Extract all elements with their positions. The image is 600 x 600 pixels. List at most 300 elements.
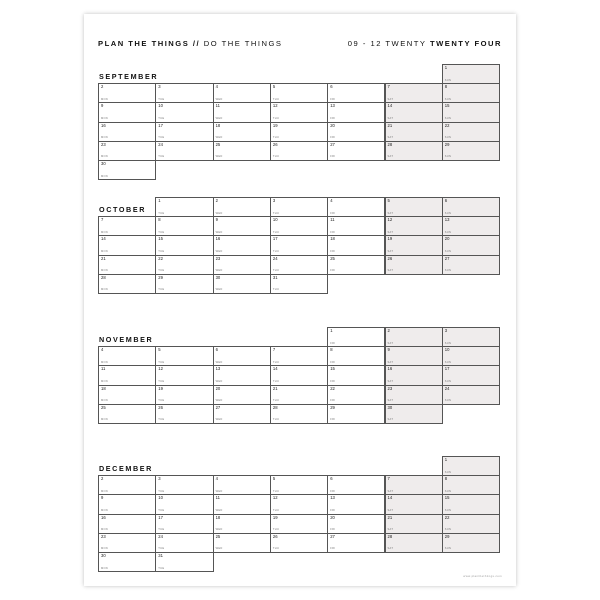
weekday-label: SAT — [387, 399, 394, 403]
weekday-label: SAT — [387, 489, 394, 493]
weekday-label: TUE — [158, 528, 165, 532]
day-number: 18 — [215, 122, 221, 128]
weekday-label: WED — [215, 547, 223, 551]
day-number: 5 — [387, 198, 390, 203]
weekday-label: SAT — [387, 249, 394, 253]
day-number: 17 — [158, 122, 163, 128]
day-number: 4 — [215, 476, 218, 482]
title-light: DO THE THINGS — [203, 39, 283, 48]
weekday-label: THU — [272, 249, 280, 253]
day-cell[interactable] — [270, 216, 328, 236]
day-cell[interactable] — [270, 197, 328, 217]
day-number: 25 — [101, 404, 106, 410]
day-cell[interactable] — [270, 102, 328, 122]
day-cell[interactable] — [98, 533, 156, 553]
day-number: 28 — [101, 274, 106, 280]
day-number: 16 — [215, 236, 221, 242]
day-number: 13 — [330, 495, 335, 501]
day-number: 13 — [330, 103, 335, 109]
day-number: 10 — [158, 495, 163, 501]
weekday-label: FRI — [330, 508, 336, 512]
day-cell[interactable] — [442, 514, 500, 534]
day-cell[interactable] — [442, 456, 500, 476]
day-number: 30 — [387, 404, 393, 410]
day-cell[interactable] — [270, 83, 328, 103]
day-cell[interactable] — [98, 83, 156, 103]
day-cell[interactable] — [213, 404, 271, 424]
day-number: 17 — [444, 366, 450, 372]
day-cell[interactable] — [213, 274, 271, 294]
day-number: 19 — [387, 236, 393, 242]
day-cell[interactable] — [442, 533, 500, 553]
weekday-label: FRI — [330, 379, 336, 383]
day-number: 30 — [101, 553, 106, 558]
day-cell[interactable] — [213, 514, 271, 534]
day-number: 11 — [215, 495, 220, 501]
day-number: 29 — [444, 141, 450, 147]
day-number: 26 — [387, 255, 393, 261]
day-cell[interactable] — [98, 346, 156, 366]
weekday-label: FRI — [330, 399, 336, 403]
day-number: 3 — [158, 84, 161, 90]
weekday-label: FRI — [330, 360, 336, 364]
planner-sheet — [84, 14, 516, 586]
weekday-label: MON — [101, 269, 108, 273]
weekday-label: TUE — [158, 508, 165, 512]
weekday-label: SUN — [444, 269, 452, 273]
weekday-label: MON — [101, 360, 108, 364]
day-cell[interactable] — [385, 216, 443, 236]
weekday-label: SUN — [444, 547, 452, 551]
day-cell[interactable] — [155, 494, 213, 514]
day-cell[interactable] — [327, 122, 385, 142]
day-number: 22 — [444, 514, 450, 520]
weekday-label: MON — [101, 230, 108, 234]
planner-date-range — [348, 39, 502, 48]
day-number: 8 — [444, 84, 448, 90]
day-cell[interactable] — [213, 141, 271, 161]
day-number: 20 — [330, 122, 335, 128]
weekday-label: MON — [101, 97, 108, 101]
day-cell[interactable] — [385, 385, 443, 405]
day-cell[interactable] — [327, 255, 385, 275]
weekday-label: SUN — [444, 249, 452, 253]
day-number: 24 — [272, 255, 278, 261]
day-number: 24 — [444, 385, 450, 391]
day-cell[interactable] — [98, 235, 156, 255]
day-cell[interactable] — [327, 365, 385, 385]
day-cell[interactable] — [155, 514, 213, 534]
day-cell[interactable] — [385, 102, 443, 122]
weekday-label: FRI — [330, 155, 336, 159]
day-cell[interactable] — [155, 141, 213, 161]
day-cell[interactable] — [98, 141, 156, 161]
weekday-label: FRI — [330, 211, 336, 215]
weekday-label: WED — [215, 360, 223, 364]
weekday-label: WED — [215, 211, 223, 215]
day-cell[interactable] — [385, 404, 443, 424]
day-cell[interactable] — [442, 102, 500, 122]
day-cell[interactable] — [385, 365, 443, 385]
day-cell[interactable] — [155, 552, 213, 572]
weekday-label: TUE — [158, 489, 165, 493]
weekday-label: TUE — [158, 211, 165, 215]
day-cell[interactable] — [98, 494, 156, 514]
day-cell[interactable] — [442, 216, 500, 236]
day-cell[interactable] — [442, 235, 500, 255]
weekday-label: TUE — [158, 155, 165, 159]
weekday-label: TUE — [158, 136, 165, 140]
day-cell[interactable] — [98, 102, 156, 122]
day-cell[interactable] — [442, 197, 500, 217]
day-number: 23 — [215, 255, 221, 261]
day-number: 26 — [272, 533, 278, 539]
day-cell[interactable] — [155, 255, 213, 275]
day-cell[interactable] — [98, 255, 156, 275]
weekday-label: WED — [215, 288, 223, 292]
weekday-label: WED — [215, 418, 223, 422]
weekday-label: SUN — [444, 78, 452, 82]
day-cell[interactable] — [385, 514, 443, 534]
day-cell[interactable] — [155, 102, 213, 122]
day-number: 20 — [444, 236, 450, 242]
weekday-label: WED — [215, 97, 223, 101]
day-cell[interactable] — [327, 385, 385, 405]
weekday-label: MON — [101, 249, 108, 253]
day-number: 14 — [101, 236, 106, 242]
weekday-label: TUE — [158, 566, 165, 570]
day-cell[interactable] — [155, 365, 213, 385]
day-cell[interactable] — [213, 235, 271, 255]
day-number: 12 — [272, 103, 278, 109]
day-number: 12 — [272, 495, 278, 501]
day-cell[interactable] — [98, 160, 156, 180]
weekday-label: SAT — [387, 341, 394, 345]
day-number: 15 — [330, 366, 335, 372]
title-bold: PLAN THE THINGS // — [98, 39, 201, 48]
day-number: 9 — [387, 347, 390, 353]
day-number: 17 — [158, 514, 163, 520]
day-number: 6 — [330, 476, 333, 482]
day-cell[interactable] — [270, 533, 328, 553]
day-cell[interactable] — [327, 327, 385, 347]
weekday-label: WED — [215, 249, 223, 253]
day-cell[interactable] — [213, 494, 271, 514]
day-cell[interactable] — [155, 385, 213, 405]
weekday-label: TUE — [158, 379, 165, 383]
weekday-label: MON — [101, 116, 108, 120]
day-number: 8 — [158, 217, 161, 223]
day-number: 21 — [387, 514, 393, 520]
weekday-label: MON — [101, 155, 108, 159]
day-cell[interactable] — [270, 404, 328, 424]
day-cell[interactable] — [270, 255, 328, 275]
day-cell[interactable] — [327, 533, 385, 553]
day-cell[interactable] — [270, 365, 328, 385]
day-cell[interactable] — [155, 122, 213, 142]
day-cell[interactable] — [213, 533, 271, 553]
day-cell[interactable] — [385, 197, 443, 217]
weekday-label: TUE — [158, 399, 165, 403]
month-label: SEPTEMBER — [99, 72, 159, 82]
weekday-label: TUE — [158, 230, 165, 234]
day-cell[interactable] — [270, 385, 328, 405]
day-cell[interactable] — [385, 255, 443, 275]
day-cell[interactable] — [213, 102, 271, 122]
day-cell[interactable] — [442, 494, 500, 514]
day-number: 25 — [215, 141, 221, 147]
day-number: 14 — [387, 103, 393, 109]
day-cell[interactable] — [213, 385, 271, 405]
day-cell[interactable] — [213, 255, 271, 275]
day-number: 20 — [215, 385, 221, 391]
day-number: 12 — [158, 366, 163, 372]
weekday-label: SUN — [444, 399, 452, 403]
day-cell[interactable] — [385, 346, 443, 366]
day-cell[interactable] — [442, 475, 500, 495]
weekday-label: SUN — [444, 341, 452, 345]
weekday-label: WED — [215, 136, 223, 140]
day-number: 1 — [158, 198, 161, 203]
day-number: 30 — [215, 274, 221, 280]
day-cell[interactable] — [270, 141, 328, 161]
day-number: 26 — [272, 141, 278, 147]
day-cell[interactable] — [270, 475, 328, 495]
day-cell[interactable] — [442, 346, 500, 366]
day-cell[interactable] — [327, 102, 385, 122]
weekday-label: WED — [215, 116, 223, 120]
day-number: 22 — [444, 122, 450, 128]
day-cell[interactable] — [155, 235, 213, 255]
day-number: 23 — [101, 533, 106, 539]
weekday-label: THU — [272, 288, 280, 292]
day-number: 22 — [158, 255, 163, 261]
day-cell[interactable] — [213, 83, 271, 103]
day-number: 8 — [330, 347, 333, 353]
weekday-label: TUE — [158, 418, 165, 422]
day-number: 24 — [158, 533, 163, 539]
day-cell[interactable] — [442, 385, 500, 405]
day-cell[interactable] — [442, 83, 500, 103]
day-cell[interactable] — [98, 475, 156, 495]
weekday-label: THU — [272, 360, 280, 364]
day-cell[interactable] — [155, 404, 213, 424]
day-cell[interactable] — [213, 122, 271, 142]
day-cell[interactable] — [327, 514, 385, 534]
weekday-label: MON — [101, 379, 108, 383]
day-number: 11 — [101, 366, 106, 372]
day-cell[interactable] — [327, 346, 385, 366]
day-cell[interactable] — [442, 64, 500, 84]
day-cell[interactable] — [385, 122, 443, 142]
day-cell[interactable] — [442, 122, 500, 142]
weekday-label: SAT — [387, 155, 394, 159]
weekday-label: MON — [101, 418, 108, 422]
day-cell[interactable] — [155, 197, 213, 217]
day-number: 1 — [444, 65, 448, 70]
day-cell[interactable] — [270, 346, 328, 366]
day-number: 21 — [272, 385, 278, 391]
day-number: 19 — [158, 385, 163, 391]
day-number: 18 — [101, 385, 106, 391]
weekday-label: THU — [272, 230, 280, 234]
weekday-label: WED — [215, 528, 223, 532]
weekday-label: THU — [272, 547, 280, 551]
day-number: 25 — [215, 533, 221, 539]
weekday-label: WED — [215, 230, 223, 234]
weekday-label: MON — [101, 547, 108, 551]
day-cell[interactable] — [442, 141, 500, 161]
range-bold: TWENTY FOUR — [429, 39, 502, 48]
day-number: 30 — [101, 161, 106, 166]
day-cell[interactable] — [98, 216, 156, 236]
day-cell[interactable] — [213, 475, 271, 495]
day-number: 14 — [272, 366, 278, 372]
day-number: 25 — [330, 255, 335, 261]
weekday-label: TUE — [158, 547, 165, 551]
day-number: 15 — [444, 103, 450, 109]
weekday-label: SAT — [387, 211, 394, 215]
day-cell[interactable] — [442, 327, 500, 347]
weekday-label: THU — [272, 508, 280, 512]
day-cell[interactable] — [98, 122, 156, 142]
day-number: 1 — [330, 328, 333, 333]
day-cell[interactable] — [327, 475, 385, 495]
day-number: 11 — [215, 103, 220, 109]
day-number: 13 — [444, 217, 450, 223]
weekday-label: SUN — [444, 489, 452, 493]
day-cell[interactable] — [327, 197, 385, 217]
day-cell[interactable] — [213, 346, 271, 366]
day-cell[interactable] — [270, 122, 328, 142]
day-number: 2 — [387, 328, 390, 333]
day-cell[interactable] — [385, 141, 443, 161]
day-cell[interactable] — [213, 365, 271, 385]
day-number: 29 — [444, 533, 450, 539]
day-cell[interactable] — [155, 274, 213, 294]
weekday-label: MON — [101, 566, 108, 570]
weekday-label: FRI — [330, 97, 336, 101]
weekday-label: FRI — [330, 249, 336, 253]
day-number: 21 — [101, 255, 106, 261]
day-number: 24 — [158, 141, 163, 147]
day-number: 23 — [387, 385, 393, 391]
weekday-label: THU — [272, 399, 280, 403]
day-number: 20 — [330, 514, 335, 520]
day-cell[interactable] — [155, 475, 213, 495]
weekday-label: MON — [101, 399, 108, 403]
day-cell[interactable] — [327, 83, 385, 103]
day-cell[interactable] — [98, 385, 156, 405]
day-cell[interactable] — [442, 365, 500, 385]
day-cell[interactable] — [270, 274, 328, 294]
day-cell[interactable] — [385, 533, 443, 553]
day-number: 5 — [272, 84, 276, 90]
weekday-label: FRI — [330, 341, 336, 345]
weekday-label: MON — [101, 528, 108, 532]
day-cell[interactable] — [385, 235, 443, 255]
weekday-label: TUE — [158, 97, 165, 101]
weekday-label: SAT — [387, 97, 394, 101]
weekday-label: FRI — [330, 547, 336, 551]
day-cell[interactable] — [155, 346, 213, 366]
weekday-label: TUE — [158, 269, 165, 273]
day-cell[interactable] — [98, 365, 156, 385]
day-number: 27 — [330, 141, 335, 147]
weekday-label: TUE — [158, 116, 165, 120]
day-cell[interactable] — [327, 235, 385, 255]
day-number: 31 — [158, 553, 163, 558]
weekday-label: SUN — [444, 116, 452, 120]
day-number: 7 — [387, 84, 390, 90]
day-number: 2 — [101, 84, 104, 90]
day-cell[interactable] — [385, 494, 443, 514]
weekday-label: SAT — [387, 508, 394, 512]
day-cell[interactable] — [327, 404, 385, 424]
weekday-label: THU — [272, 116, 280, 120]
day-cell[interactable] — [327, 141, 385, 161]
day-cell[interactable] — [98, 514, 156, 534]
weekday-label: SUN — [444, 360, 452, 364]
day-number: 18 — [330, 236, 335, 242]
weekday-label: SAT — [387, 360, 394, 364]
weekday-label: TUE — [158, 288, 165, 292]
day-cell[interactable] — [98, 552, 156, 572]
day-cell[interactable] — [442, 255, 500, 275]
day-cell[interactable] — [270, 235, 328, 255]
day-number: 6 — [330, 84, 333, 90]
weekday-label: SUN — [444, 155, 452, 159]
day-number: 27 — [215, 404, 221, 410]
day-number: 10 — [444, 347, 450, 353]
month-label: NOVEMBER — [99, 335, 154, 345]
day-cell[interactable] — [385, 83, 443, 103]
day-cell[interactable] — [385, 475, 443, 495]
weekday-label: MON — [101, 174, 108, 178]
month-label: OCTOBER — [99, 205, 147, 215]
planner-title — [98, 39, 282, 48]
weekday-label: SAT — [387, 418, 394, 422]
day-cell[interactable] — [155, 83, 213, 103]
day-cell[interactable] — [385, 327, 443, 347]
day-cell[interactable] — [155, 216, 213, 236]
day-number: 10 — [158, 103, 163, 109]
day-cell[interactable] — [98, 274, 156, 294]
day-cell[interactable] — [327, 216, 385, 236]
day-cell[interactable] — [98, 404, 156, 424]
day-cell[interactable] — [213, 197, 271, 217]
weekday-label: SUN — [444, 136, 452, 140]
day-number: 8 — [444, 476, 448, 482]
weekday-label: THU — [272, 489, 280, 493]
weekday-label: MON — [101, 288, 108, 292]
weekday-label: FRI — [330, 528, 336, 532]
day-cell[interactable] — [327, 494, 385, 514]
day-cell[interactable] — [270, 494, 328, 514]
weekday-label: THU — [272, 379, 280, 383]
day-number: 15 — [158, 236, 163, 242]
day-cell[interactable] — [155, 533, 213, 553]
day-number: 3 — [272, 198, 276, 203]
day-number: 26 — [158, 404, 163, 410]
day-number: 17 — [272, 236, 278, 242]
range-light: 09 - 12 TWENTY — [347, 39, 427, 48]
day-cell[interactable] — [213, 216, 271, 236]
day-cell[interactable] — [270, 514, 328, 534]
weekday-label: WED — [215, 269, 223, 273]
weekday-label: SUN — [444, 528, 452, 532]
day-number: 1 — [444, 457, 448, 462]
